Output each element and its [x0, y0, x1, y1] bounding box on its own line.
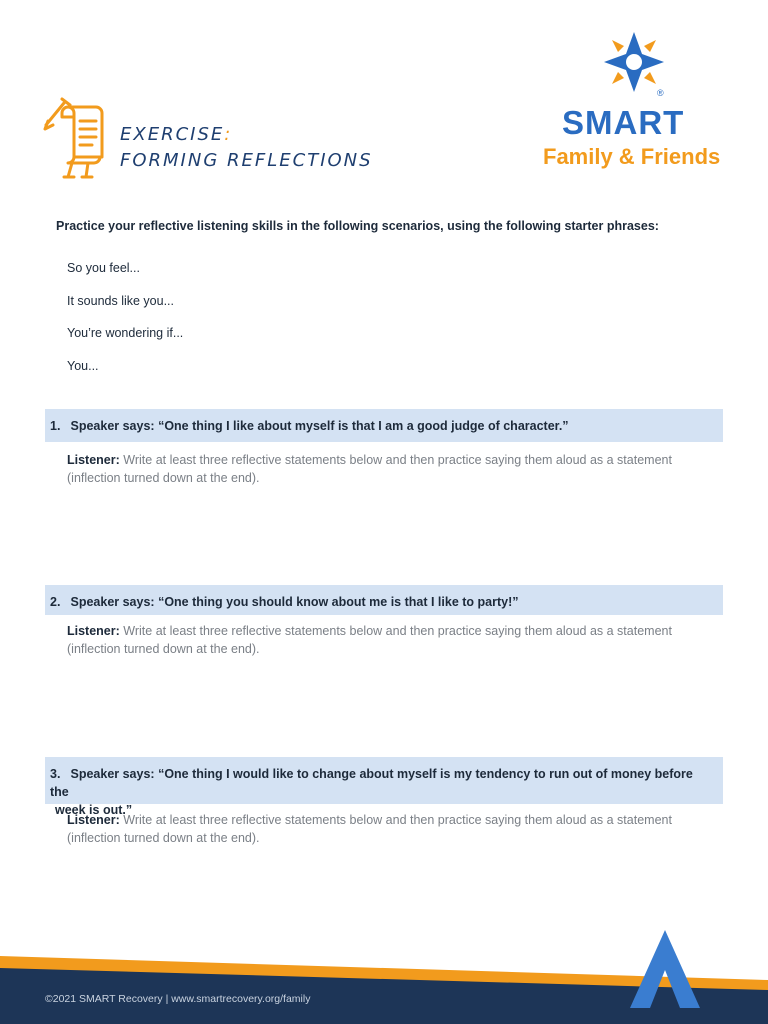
listener-label: Listener: — [67, 624, 120, 638]
registered-mark: ® — [657, 88, 664, 98]
speaker-quote-continued: week is out.” — [55, 803, 133, 817]
scroll-with-quill-icon — [42, 95, 112, 180]
starter-phrase: It sounds like you... — [67, 293, 175, 308]
speaker-quote: “One thing I like about myself is that I am a good judge of character.” — [158, 419, 569, 433]
exercise-title — [120, 122, 373, 174]
speaker-quote: “One thing you should know about me is that I like to party!” — [158, 595, 519, 609]
starter-phrases-list — [67, 258, 183, 388]
scenario-2-listener — [67, 622, 707, 658]
scenario-number: 1. — [50, 419, 61, 433]
compass-star-icon — [602, 30, 666, 94]
listener-instructions: Write at least three reflective statements below and then practice saying them aloud as a statement (inflection turned down at the end). — [67, 624, 672, 656]
speaker-label: Speaker says: — [70, 767, 155, 781]
smart-a-mark-icon — [630, 930, 700, 1008]
title-line-1: EXERCISE: — [120, 124, 233, 145]
scenario-1-speaker — [45, 409, 723, 442]
listener-label: Listener: — [67, 453, 120, 467]
speaker-label: Speaker says: — [70, 419, 155, 433]
scenario-2-speaker — [45, 585, 723, 615]
speaker-label: Speaker says: — [70, 595, 155, 609]
logo-wordmark: SMART — [562, 104, 685, 141]
scenario-number: 2. — [50, 595, 61, 609]
starter-phrase: You... — [67, 358, 99, 373]
listener-instructions: Write at least three reflective statements below and then practice saying them aloud as a statement (inflection turned down at the end). — [67, 813, 672, 845]
speaker-quote: “One thing I would like to change about myself is my tendency to run out of money before the — [50, 767, 693, 799]
logo-subtitle: Family & Friends — [543, 144, 721, 169]
starter-phrase: You’re wondering if... — [67, 326, 184, 340]
footer-copyright: ©2021 SMART Recovery | www.smartrecovery.org/family — [45, 993, 311, 1005]
scenario-number: 3. — [50, 767, 61, 781]
intro-instructions: Practice your reflective listening skills in the following scenarios, using the following starter phrases: — [56, 219, 659, 233]
starter-phrase: So you feel... — [67, 261, 140, 275]
scenario-3-speaker — [45, 757, 723, 817]
title-line-2: FORMING REFLECTIONS — [120, 150, 373, 171]
smart-family-friends-logo — [540, 30, 730, 180]
listener-label: Listener: — [67, 813, 120, 827]
scenario-3-listener — [67, 811, 707, 847]
listener-instructions: Write at least three reflective statements below and then practice saying them aloud as a statement (inflection turned down at the end). — [67, 453, 672, 485]
scenario-1-listener — [67, 451, 707, 487]
